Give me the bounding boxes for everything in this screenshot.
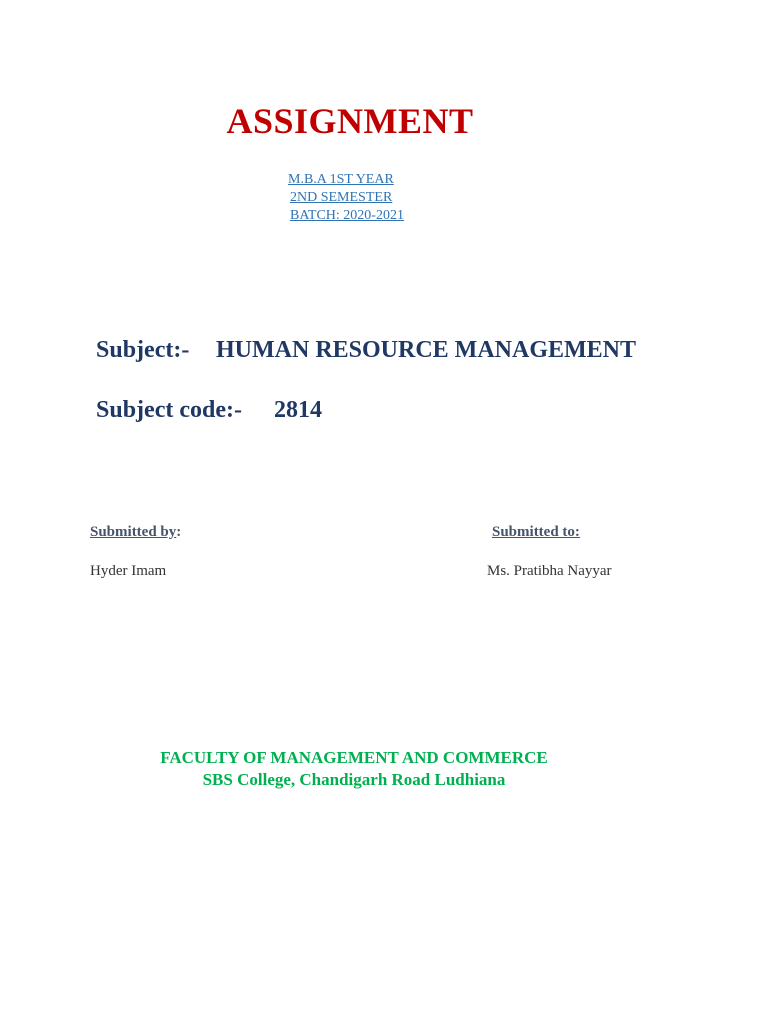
submitted-to-label: Submitted to:	[492, 524, 580, 540]
submitted-by-colon: :	[176, 524, 182, 540]
program-year: M.B.A 1ST YEAR	[288, 172, 394, 187]
subject-row	[96, 337, 636, 364]
subject-code-row	[96, 397, 322, 424]
subject-code-value: 2814	[274, 397, 322, 423]
submitted-to-name: Ms. Pratibha Nayyar	[487, 563, 612, 579]
submitted-by-name: Hyder Imam	[90, 563, 167, 579]
subject-code-label: Subject code:-	[96, 397, 242, 423]
subject-value: HUMAN RESOURCE MANAGEMENT	[216, 337, 636, 363]
semester: 2ND SEMESTER	[290, 190, 393, 205]
batch: BATCH: 2020-2021	[290, 208, 404, 223]
faculty-name: FACULTY OF MANAGEMENT AND COMMERCE	[160, 748, 548, 767]
submitted-to-heading	[492, 524, 580, 541]
subject-label: Subject:-	[96, 337, 190, 363]
submitted-by-heading	[90, 524, 181, 541]
document-title: ASSIGNMENT	[226, 101, 474, 141]
college-address: SBS College, Chandigarh Road Ludhiana	[202, 770, 506, 789]
submitted-by-label: Submitted by	[90, 524, 177, 540]
